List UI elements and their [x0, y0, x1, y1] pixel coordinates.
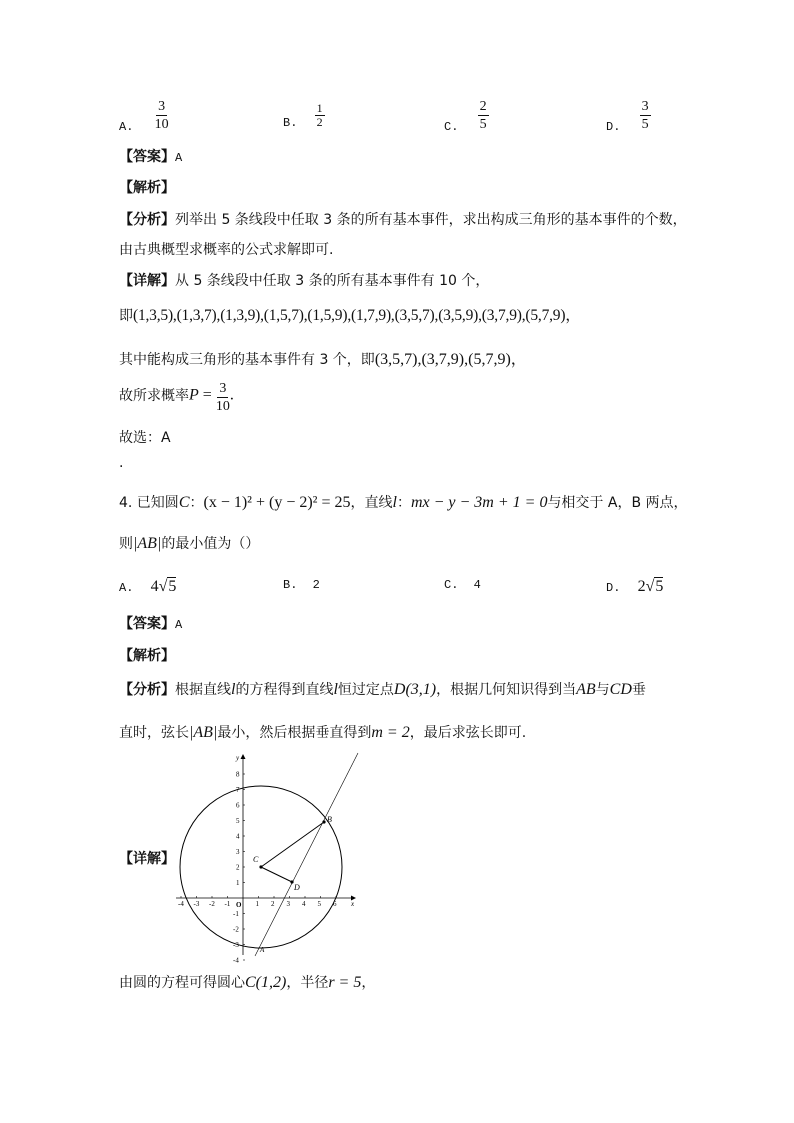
- x-tick-label: 4: [302, 900, 306, 908]
- q4-fenxi-line2-c: ，最后求弦长即可.: [409, 725, 527, 741]
- y-tick-label: -4: [233, 956, 239, 965]
- q4-option-c: [444, 578, 481, 592]
- q3-triangle-events: (3,5,7),(3,7,9),(5,7,9)，: [374, 351, 527, 368]
- q3-prob-prefix: 故所求概率: [119, 387, 189, 404]
- q3-option-a-den: 10: [154, 117, 169, 132]
- q4-fenxi-a: 根据直线: [175, 682, 231, 698]
- q4-center: C(1,2): [245, 974, 287, 991]
- q3-option-c-fraction: [478, 98, 489, 133]
- x-tick-label: -4: [178, 900, 184, 908]
- q3-analysis-tag: 【解析】: [119, 180, 175, 196]
- q4-fenxi-e: 与: [595, 682, 610, 698]
- point-c: [259, 865, 262, 868]
- q4-fenxi-b: 的方程得到直线: [235, 682, 334, 698]
- q4-xiangjie-tag: 【详解】: [119, 851, 175, 867]
- q4-stem-line2: [119, 533, 259, 553]
- q3-option-c-letter: C.: [444, 119, 459, 134]
- q4-option-a-value: 4: [150, 578, 159, 595]
- q3-option-d-num: 3: [641, 99, 649, 114]
- q3-prob-var: P: [189, 386, 199, 404]
- q4-radius: r = 5: [328, 974, 362, 991]
- q3-option-a-letter: A.: [119, 119, 134, 134]
- q4-option-d-sqrt: 5: [655, 578, 664, 595]
- q3-option-b-num: 1: [316, 101, 323, 115]
- x-tick-label: 6: [333, 900, 337, 908]
- q4-fenxi-d: ，根据几何知识得到当: [436, 682, 577, 698]
- q4-fenxi-c: 恒过定点: [337, 682, 394, 698]
- q4-option-a: A. 4√5: [119, 578, 177, 595]
- q4-option-a-letter: A.: [119, 581, 134, 595]
- q3-fenxi-line1: [119, 209, 687, 229]
- q4-cd: CD: [609, 681, 632, 698]
- q4-answer-tag: 【答案】: [119, 616, 175, 632]
- q3-option-d-den: 5: [641, 117, 649, 132]
- label-a: A: [260, 946, 265, 954]
- point-b: [322, 820, 325, 823]
- q3-option-d-fraction: [640, 98, 651, 133]
- q3-fenxi-tag: 【分析】: [119, 212, 175, 228]
- q3-probability-line: [119, 378, 234, 413]
- q4-line-eq: mx − y − 3m + 1 = 0: [410, 494, 548, 511]
- x-tick-label: 1: [255, 900, 259, 908]
- y-axis-label: y: [236, 754, 240, 762]
- y-tick-label: 4: [236, 832, 240, 841]
- coordinate-graph: [170, 750, 365, 965]
- q3-option-b-letter: B.: [283, 115, 298, 130]
- q4-option-b: [283, 578, 320, 592]
- q4-stem-end: 与相交于 A，B 两点，: [547, 495, 688, 511]
- q4-m-eq: m = 2: [371, 724, 410, 741]
- q4-fenxi-l1: l: [231, 681, 236, 698]
- q3-xiangjie-text1: 从 5 条线段中任取 3 条的所有基本事件有 10 个，: [175, 273, 490, 289]
- q3-fenxi-line2: 由古典概型求概率的公式求解即可.: [119, 242, 334, 258]
- q3-answer-value: A: [175, 151, 183, 165]
- label-d: D: [294, 883, 300, 892]
- y-tick-label: 7: [236, 786, 240, 794]
- q3-option-c-den: 5: [479, 117, 487, 132]
- q4-ab-abs: |AB|: [133, 535, 162, 552]
- label-b: B: [327, 815, 332, 824]
- q3-triangle-prefix: 其中能构成三角形的基本事件有 3 个，即: [119, 352, 375, 368]
- q4-fenxi-line2-b: 最小，然后根据垂直得到: [217, 725, 372, 741]
- y-tick-label: -2: [233, 925, 239, 934]
- q4-stem-line1: [119, 492, 688, 512]
- q4-last-prefix: 由圆的方程可得圆心: [119, 975, 245, 991]
- q4-option-c-value: 4: [473, 578, 481, 592]
- q4-option-d: D. 2√5: [606, 578, 664, 595]
- q3-answer-tag: 【答案】: [119, 149, 175, 165]
- line-l: [255, 753, 358, 956]
- q4-analysis-tag: 【解析】: [119, 648, 175, 664]
- q4-fenxi-line2-a: 直时，弦长: [119, 725, 189, 741]
- y-tick-label: 2: [236, 863, 240, 872]
- q4-fenxi-f: 垂: [631, 682, 646, 698]
- q4-stem-line2-end: 的最小值为（）: [161, 536, 260, 552]
- q4-circle-name: C: [178, 494, 190, 511]
- y-tick-label: 5: [236, 817, 240, 825]
- q4-option-c-letter: C.: [444, 578, 459, 592]
- x-tick-label: -3: [193, 900, 200, 908]
- y-tick-label: 6: [236, 801, 240, 810]
- q4-option-a-sqrt: 5: [168, 578, 177, 595]
- q3-option-b-den: 2: [316, 115, 323, 129]
- q4-last-line: [119, 972, 375, 992]
- x-tick-label: -1: [224, 900, 231, 908]
- q4-fenxi-line2: [119, 722, 526, 742]
- q3-prob-den: 10: [215, 399, 230, 414]
- q3-prob-eq: =: [198, 386, 216, 404]
- segment-cb: [261, 822, 324, 867]
- q4-fenxi-line1: [119, 679, 646, 699]
- tick-layer: [178, 771, 337, 965]
- q3-xiangjie-tag: 【详解】: [119, 273, 175, 289]
- q3-all-events: (1,3,5),(1,3,7),(1,3,9),(1,5,7),(1,5,9),(1,7,9),(3,5,7),(3,5,9),(3,7,9),(5,7,9)，: [133, 307, 581, 324]
- q3-option-c-num: 2: [479, 99, 487, 114]
- q3-prob-fraction: [216, 380, 230, 415]
- q3-option-a-fraction: [155, 98, 169, 133]
- q4-fenxi-l2: l: [333, 681, 338, 698]
- q3-option-d-letter: D.: [606, 119, 621, 134]
- q4-line-text: ，直线: [350, 495, 393, 511]
- q4-last-end: ，: [361, 975, 376, 991]
- q3-dot: .: [119, 455, 124, 471]
- segment-cd: [261, 867, 292, 882]
- q4-answer-value: A: [175, 618, 183, 632]
- q3-option-a: [119, 98, 169, 133]
- y-tick-label: 8: [236, 770, 240, 779]
- q4-ab: AB: [576, 681, 596, 698]
- q4-option-b-letter: B.: [283, 578, 298, 592]
- q3-prob-end: .: [229, 386, 234, 404]
- q3-gu-xuan: 故选：A: [119, 430, 171, 446]
- y-tick-label: -1: [233, 910, 239, 918]
- y-tick-label: -3: [233, 941, 239, 949]
- q4-line-name: l: [392, 494, 397, 511]
- origin-label: O: [236, 901, 242, 909]
- q4-option-d-letter: D.: [606, 581, 621, 595]
- q4-option-b-value: 2: [312, 578, 320, 592]
- x-tick-label: 3: [286, 900, 290, 908]
- q4-stem-line2-prefix: 则: [119, 536, 133, 552]
- q4-answer: [119, 613, 182, 633]
- x-tick-label: 2: [271, 900, 275, 908]
- label-c: C: [253, 855, 259, 864]
- q4-circle-eq: (x − 1)² + (y − 2)² = 25: [203, 494, 351, 511]
- y-axis-arrow: [241, 754, 246, 759]
- q4-stem-prefix: 4. 已知圆: [119, 495, 179, 511]
- q3-option-c: [444, 98, 489, 133]
- q4-last-mid: ，半径: [286, 975, 329, 991]
- q3-option-d: [606, 98, 651, 133]
- q4-fenxi-line2-ab: |AB|: [189, 724, 218, 741]
- q4-option-d-value: 2: [637, 578, 646, 595]
- q3-xiangjie-line1: [119, 270, 489, 290]
- q4-line-colon: ：: [396, 495, 411, 511]
- q3-option-b-fraction: [315, 102, 325, 129]
- q3-option-a-num: 3: [158, 99, 166, 114]
- y-tick-label: 3: [236, 848, 240, 856]
- x-tick-label: -2: [209, 900, 215, 908]
- q3-all-events-line: [119, 303, 581, 325]
- q4-fenxi-tag: 【分析】: [119, 682, 175, 698]
- q4-fixed-point: D(3,1): [393, 681, 437, 698]
- q3-ji: 即: [119, 308, 133, 324]
- q3-option-b: [283, 102, 325, 129]
- y-tick-label: 1: [236, 879, 240, 887]
- q4-stem-colon: ：: [189, 495, 204, 511]
- q3-prob-num: 3: [219, 381, 227, 396]
- x-tick-label: 5: [317, 900, 321, 908]
- q3-fenxi-text1: 列举出 5 条线段中任取 3 条的所有基本事件，求出构成三角形的基本事件的个数，: [175, 212, 687, 228]
- q3-triangle-line: [119, 346, 527, 369]
- q3-answer: [119, 146, 182, 166]
- x-axis-label: x: [351, 900, 355, 908]
